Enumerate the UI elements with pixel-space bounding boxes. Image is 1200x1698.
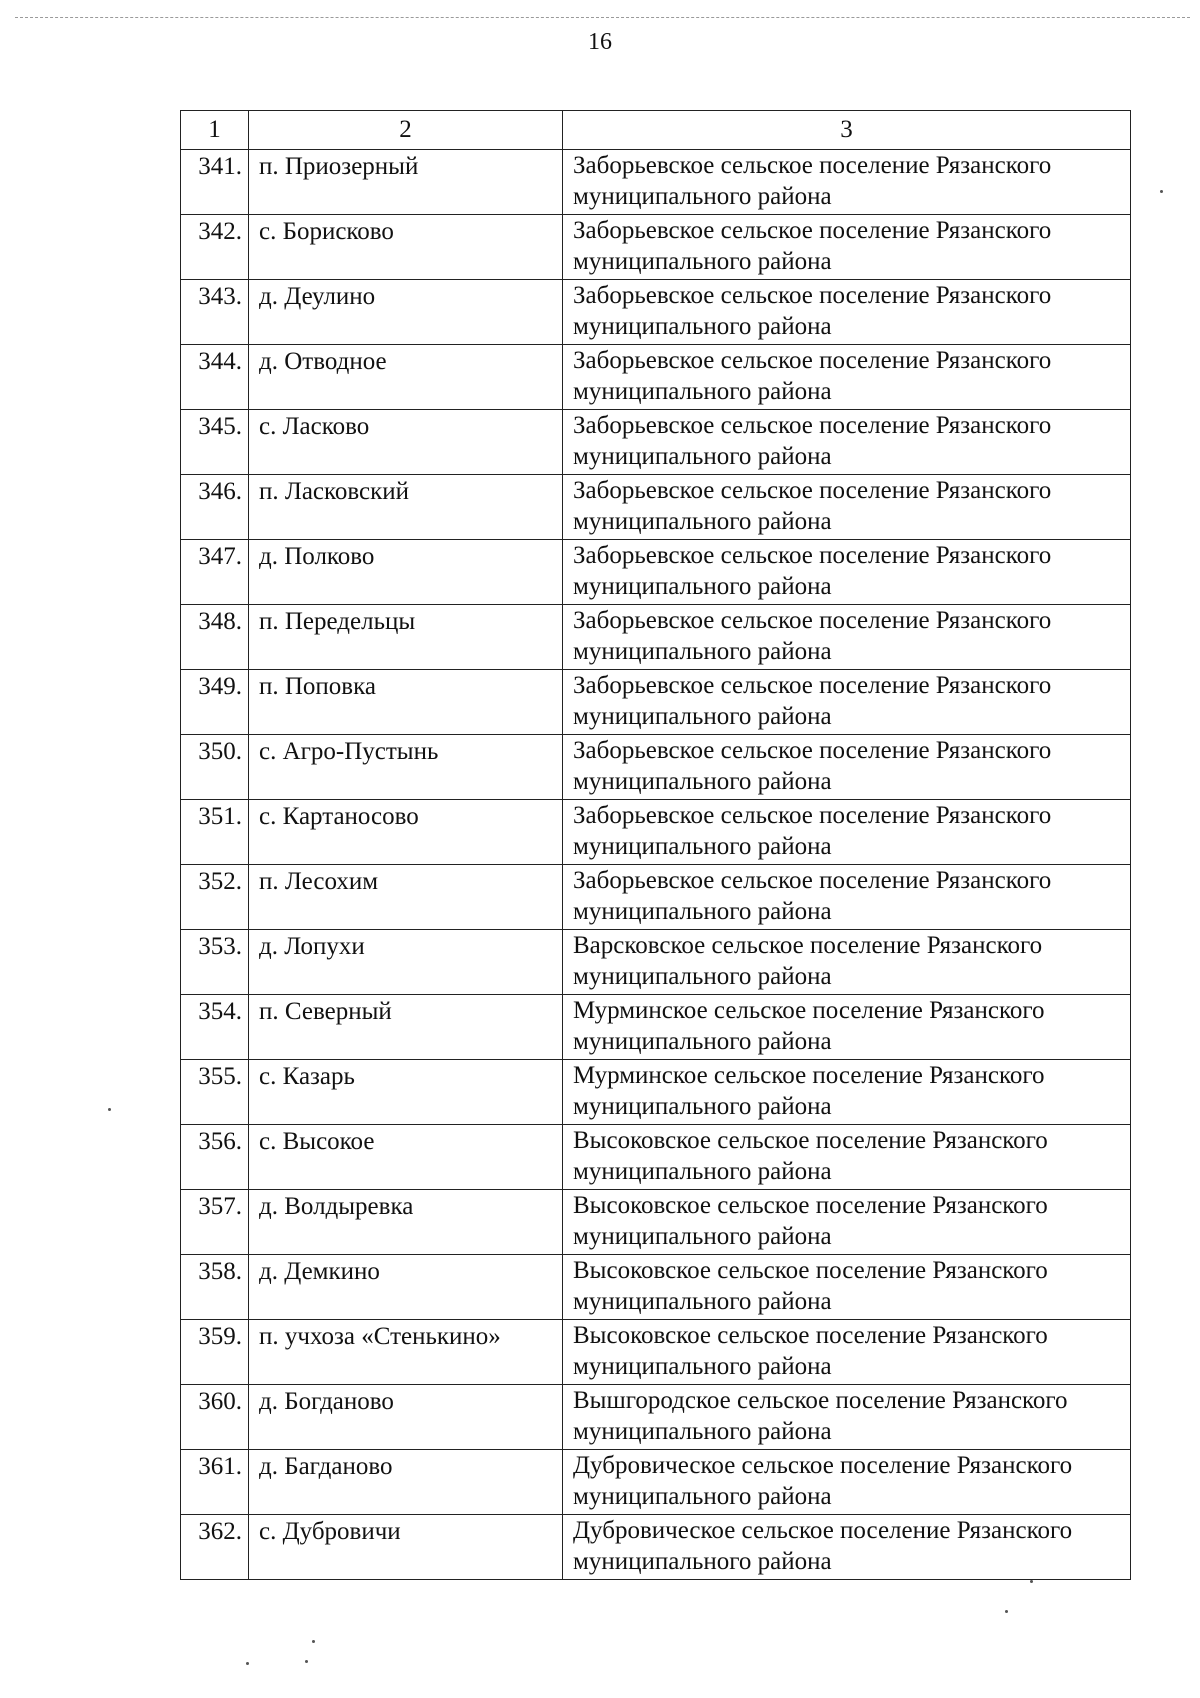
municipality-name: Мурминское сельское поселение Рязанского муниципального района bbox=[563, 995, 1131, 1060]
municipality-name: Заборьевское сельское поселение Рязанского муниципального района bbox=[563, 800, 1131, 865]
settlement-name: п. Северный bbox=[249, 995, 563, 1060]
settlement-name: д. Багданово bbox=[249, 1450, 563, 1515]
scan-edge-line bbox=[15, 17, 1190, 18]
settlement-name: п. Лесохим bbox=[249, 865, 563, 930]
table-row bbox=[181, 1125, 1131, 1190]
table-header-row bbox=[181, 111, 1131, 150]
table-row bbox=[181, 150, 1131, 215]
settlement-name: п. Передельцы bbox=[249, 605, 563, 670]
row-number: 346. bbox=[181, 475, 249, 540]
settlement-name: д. Демкино bbox=[249, 1255, 563, 1320]
table-row bbox=[181, 1255, 1131, 1320]
scan-speck bbox=[305, 1660, 308, 1663]
municipality-name: Варсковское сельское поселение Рязанского муниципального района bbox=[563, 930, 1131, 995]
row-number: 343. bbox=[181, 280, 249, 345]
table-row bbox=[181, 670, 1131, 735]
table-row bbox=[181, 410, 1131, 475]
settlement-name: с. Казарь bbox=[249, 1060, 563, 1125]
scan-speck bbox=[108, 1108, 111, 1111]
row-number: 347. bbox=[181, 540, 249, 605]
row-number: 354. bbox=[181, 995, 249, 1060]
table-row bbox=[181, 1060, 1131, 1125]
column-header-municipality: 3 bbox=[563, 111, 1131, 150]
scan-speck bbox=[312, 1640, 315, 1643]
table-row bbox=[181, 865, 1131, 930]
table-row bbox=[181, 345, 1131, 410]
municipality-name: Заборьевское сельское поселение Рязанского муниципального района bbox=[563, 670, 1131, 735]
settlement-name: п. Приозерный bbox=[249, 150, 563, 215]
table-row bbox=[181, 605, 1131, 670]
row-number: 351. bbox=[181, 800, 249, 865]
scan-speck bbox=[246, 1662, 249, 1665]
row-number: 355. bbox=[181, 1060, 249, 1125]
municipality-name: Дубровическое сельское поселение Рязанского муниципального района bbox=[563, 1450, 1131, 1515]
row-number: 345. bbox=[181, 410, 249, 475]
row-number: 349. bbox=[181, 670, 249, 735]
settlement-name: с. Высокое bbox=[249, 1125, 563, 1190]
settlement-name: д. Волдыревка bbox=[249, 1190, 563, 1255]
column-header-settlement: 2 bbox=[249, 111, 563, 150]
column-header-number: 1 bbox=[181, 111, 249, 150]
table-row bbox=[181, 735, 1131, 800]
row-number: 350. bbox=[181, 735, 249, 800]
row-number: 356. bbox=[181, 1125, 249, 1190]
scan-speck bbox=[1160, 190, 1163, 193]
table-row bbox=[181, 1515, 1131, 1580]
municipality-name: Заборьевское сельское поселение Рязанского муниципального района bbox=[563, 605, 1131, 670]
settlement-name: с. Агро-Пустынь bbox=[249, 735, 563, 800]
row-number: 353. bbox=[181, 930, 249, 995]
municipality-name: Заборьевское сельское поселение Рязанского муниципального района bbox=[563, 865, 1131, 930]
row-number: 348. bbox=[181, 605, 249, 670]
municipality-name: Заборьевское сельское поселение Рязанского муниципального района bbox=[563, 475, 1131, 540]
table-row bbox=[181, 215, 1131, 280]
scan-speck bbox=[1030, 1580, 1033, 1583]
municipality-name: Высоковское сельское поселение Рязанского муниципального района bbox=[563, 1320, 1131, 1385]
settlement-name: с. Ласково bbox=[249, 410, 563, 475]
settlement-name: д. Лопухи bbox=[249, 930, 563, 995]
settlement-name: с. Борисково bbox=[249, 215, 563, 280]
table-row bbox=[181, 1320, 1131, 1385]
row-number: 359. bbox=[181, 1320, 249, 1385]
row-number: 357. bbox=[181, 1190, 249, 1255]
municipality-name: Высоковское сельское поселение Рязанского муниципального района bbox=[563, 1125, 1131, 1190]
table-row bbox=[181, 280, 1131, 345]
table-row bbox=[181, 475, 1131, 540]
row-number: 341. bbox=[181, 150, 249, 215]
settlement-name: п. Поповка bbox=[249, 670, 563, 735]
settlements-table bbox=[180, 110, 1131, 1580]
municipality-name: Высоковское сельское поселение Рязанского муниципального района bbox=[563, 1190, 1131, 1255]
row-number: 360. bbox=[181, 1385, 249, 1450]
municipality-name: Высоковское сельское поселение Рязанского муниципального района bbox=[563, 1255, 1131, 1320]
table-row bbox=[181, 1450, 1131, 1515]
municipality-name: Дубровическое сельское поселение Рязанского муниципального района bbox=[563, 1515, 1131, 1580]
scan-speck bbox=[1005, 1610, 1008, 1613]
row-number: 342. bbox=[181, 215, 249, 280]
municipality-name: Заборьевское сельское поселение Рязанского муниципального района bbox=[563, 215, 1131, 280]
settlement-name: д. Отводное bbox=[249, 345, 563, 410]
municipality-name: Заборьевское сельское поселение Рязанского муниципального района bbox=[563, 410, 1131, 475]
table-row bbox=[181, 1190, 1131, 1255]
table-row bbox=[181, 540, 1131, 605]
row-number: 358. bbox=[181, 1255, 249, 1320]
table-row bbox=[181, 800, 1131, 865]
table-row bbox=[181, 995, 1131, 1060]
municipality-name: Вышгородское сельское поселение Рязанского муниципального района bbox=[563, 1385, 1131, 1450]
municipality-name: Мурминское сельское поселение Рязанского муниципального района bbox=[563, 1060, 1131, 1125]
row-number: 362. bbox=[181, 1515, 249, 1580]
row-number: 361. bbox=[181, 1450, 249, 1515]
municipality-name: Заборьевское сельское поселение Рязанского муниципального района bbox=[563, 150, 1131, 215]
settlement-name: д. Деулино bbox=[249, 280, 563, 345]
table-row bbox=[181, 1385, 1131, 1450]
table-row bbox=[181, 930, 1131, 995]
page-number: 16 bbox=[588, 29, 612, 55]
row-number: 352. bbox=[181, 865, 249, 930]
row-number: 344. bbox=[181, 345, 249, 410]
settlement-name: п. учхоза «Стенькино» bbox=[249, 1320, 563, 1385]
municipality-name: Заборьевское сельское поселение Рязанского муниципального района bbox=[563, 735, 1131, 800]
municipality-name: Заборьевское сельское поселение Рязанского муниципального района bbox=[563, 345, 1131, 410]
municipality-name: Заборьевское сельское поселение Рязанского муниципального района bbox=[563, 540, 1131, 605]
settlement-name: с. Дубровичи bbox=[249, 1515, 563, 1580]
municipality-name: Заборьевское сельское поселение Рязанского муниципального района bbox=[563, 280, 1131, 345]
settlement-name: д. Богданово bbox=[249, 1385, 563, 1450]
settlement-name: с. Картаносово bbox=[249, 800, 563, 865]
settlement-name: д. Полково bbox=[249, 540, 563, 605]
settlement-name: п. Ласковский bbox=[249, 475, 563, 540]
